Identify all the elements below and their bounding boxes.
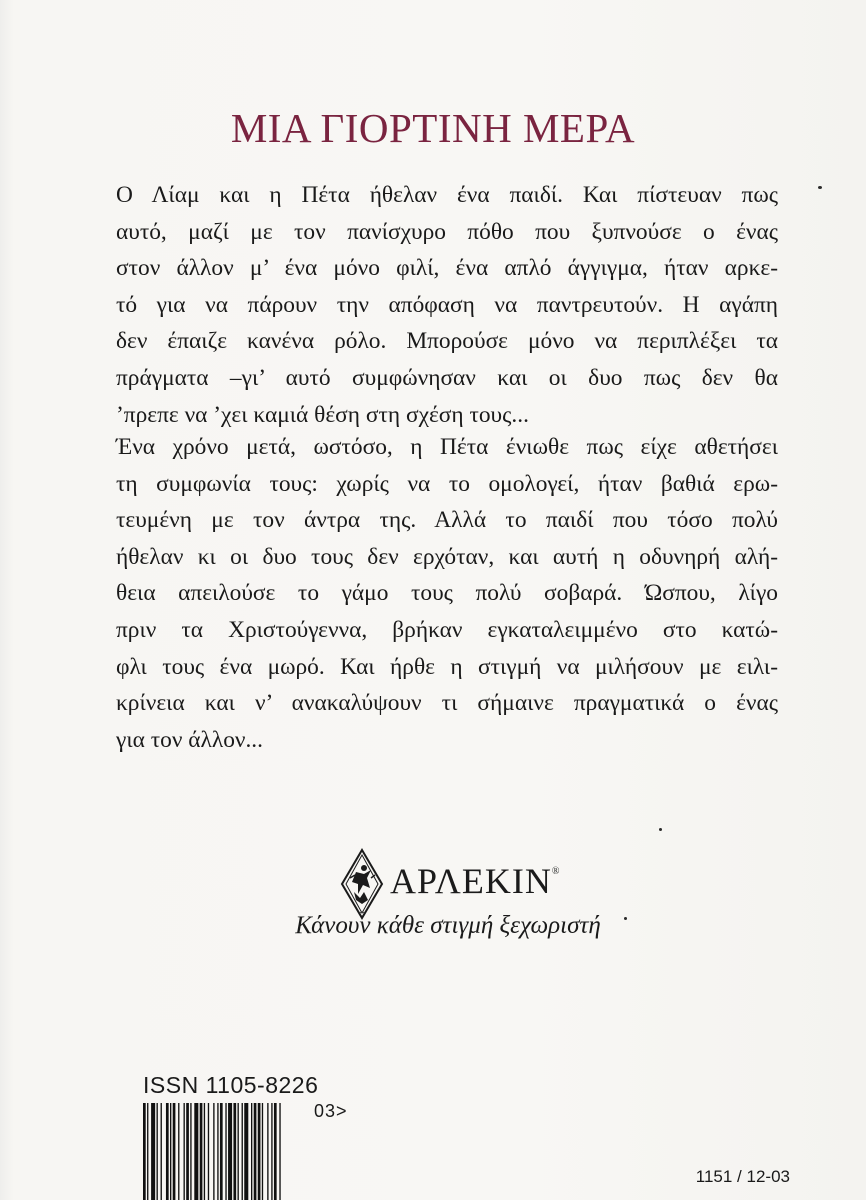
barcode-suffix: 03> <box>314 1101 348 1121</box>
barcode-bar <box>274 1103 277 1200</box>
barcode-bar <box>143 1103 146 1200</box>
barcode-bar <box>271 1103 272 1200</box>
scan-speck <box>659 828 662 831</box>
barcode-bar <box>173 1103 176 1200</box>
book-title: ΜΙΑ ΓΙΟΡΤΙΝΗ ΜΕΡΑ <box>230 105 636 151</box>
catalog-code: 1151 / 12-03 <box>695 1167 790 1186</box>
barcode-bar <box>186 1103 189 1200</box>
barcode-bar <box>208 1103 209 1200</box>
blurb-paragraph-2 <box>116 429 778 758</box>
barcode-bar <box>244 1103 248 1200</box>
barcode-bar <box>194 1103 198 1200</box>
barcode-bar <box>161 1103 162 1200</box>
barcode-bar <box>200 1103 203 1200</box>
barcode-bar <box>267 1103 268 1200</box>
issn-label: ISSN 1105-8226 <box>143 1072 319 1098</box>
barcode-bar <box>251 1103 252 1200</box>
barcode-bar <box>190 1103 191 1200</box>
barcode-bar <box>178 1103 179 1200</box>
scan-speck <box>818 186 822 189</box>
barcode-bar <box>242 1103 243 1200</box>
barcode-bar <box>157 1103 158 1200</box>
blurb-line: κρίνεια και ν’ ανακαλύψουν τι σήμαινε πραγματικά ο ένας <box>116 690 778 717</box>
blurb-line: πράγματα –γι’ αυτό συμφώνησαν και οι δυο πως δεν θα <box>116 364 778 391</box>
blurb-line: δεν έπαιζε κανένα ρόλο. Μπορούσε μόνο να περιπλέξει τα <box>116 328 778 355</box>
blurb-line: αυτό, μαζί με τον πανίσχυρο πόθο που ξυπνούσε ο ένας <box>116 218 778 245</box>
barcode-bar <box>238 1103 239 1200</box>
blurb-line: τευμένη με τον άντρα της. Αλλά το παιδί που τόσο πολύ <box>116 507 778 534</box>
barcode-bar <box>228 1103 232 1200</box>
barcode-bar <box>233 1103 236 1200</box>
publisher-name <box>390 860 560 902</box>
barcode-bar <box>204 1103 205 1200</box>
barcode-bar <box>217 1103 218 1200</box>
blurb-line: Ο Λίαμ και η Πέτα ήθελαν ένα παιδί. Και πίστευαν πως <box>116 182 778 208</box>
blurb-line: τό για να πάρουν την απόφαση να παντρευτούν. Η αγάπη <box>116 291 778 318</box>
barcode-bar <box>147 1103 148 1200</box>
blurb-line: στον άλλον μ’ ένα μόνο φιλί, ένα απλό άγγιγμα, ήταν αρκε- <box>116 255 778 282</box>
barcode-bar <box>225 1103 226 1200</box>
blurb-line: θεια απειλούσε το γάμο τους πολύ σοβαρά. Ώσπου, λίγο <box>116 580 778 607</box>
scan-speck <box>624 917 627 920</box>
blurb-paragraph-1 <box>116 177 778 433</box>
blurb-line: τη συμφωνία τους: χωρίς να το ομολογεί, ήταν βαθιά ερω- <box>116 470 778 497</box>
barcode-bar <box>220 1103 223 1200</box>
barcode-bar <box>151 1103 155 1200</box>
barcode-bar <box>170 1103 171 1200</box>
barcode-bar <box>213 1103 214 1200</box>
barcode-bar <box>166 1103 169 1200</box>
harlequin-diamond-logo-icon <box>340 848 384 920</box>
barcode-bar <box>258 1103 261 1200</box>
publisher-name-text: ΑΡΛΕΚΙΝ <box>390 861 552 901</box>
barcode-bar <box>279 1103 280 1200</box>
publisher-tagline: Κάνουν κάθε στιγμή ξεχωριστή <box>295 912 601 939</box>
barcode-bar <box>254 1103 257 1200</box>
trademark-mark: ® <box>551 866 561 877</box>
blurb-line: για τον άλλον... <box>116 726 264 753</box>
blurb-line: ήθελαν κι οι δυο τους δεν ερχόταν, και αυτή η οδυνηρή αλή- <box>116 543 778 570</box>
barcode-bar <box>184 1103 185 1200</box>
blurb-line: φλι τους ένα μωρό. Και ήρθε η στιγμή να μιλήσουν με ειλι- <box>116 653 778 680</box>
barcode-bar <box>262 1103 263 1200</box>
blurb-line: Ένα χρόνο μετά, ωστόσο, η Πέτα ένιωθε πως είχε αθετήσει <box>116 434 778 460</box>
blurb-line: ’πρεπε να ’χει καμιά θέση στη σχέση τους... <box>116 401 529 428</box>
blurb-line: πριν τα Χριστούγεννα, βρήκαν εγκαταλειμμένο στο κατώ- <box>116 616 778 643</box>
